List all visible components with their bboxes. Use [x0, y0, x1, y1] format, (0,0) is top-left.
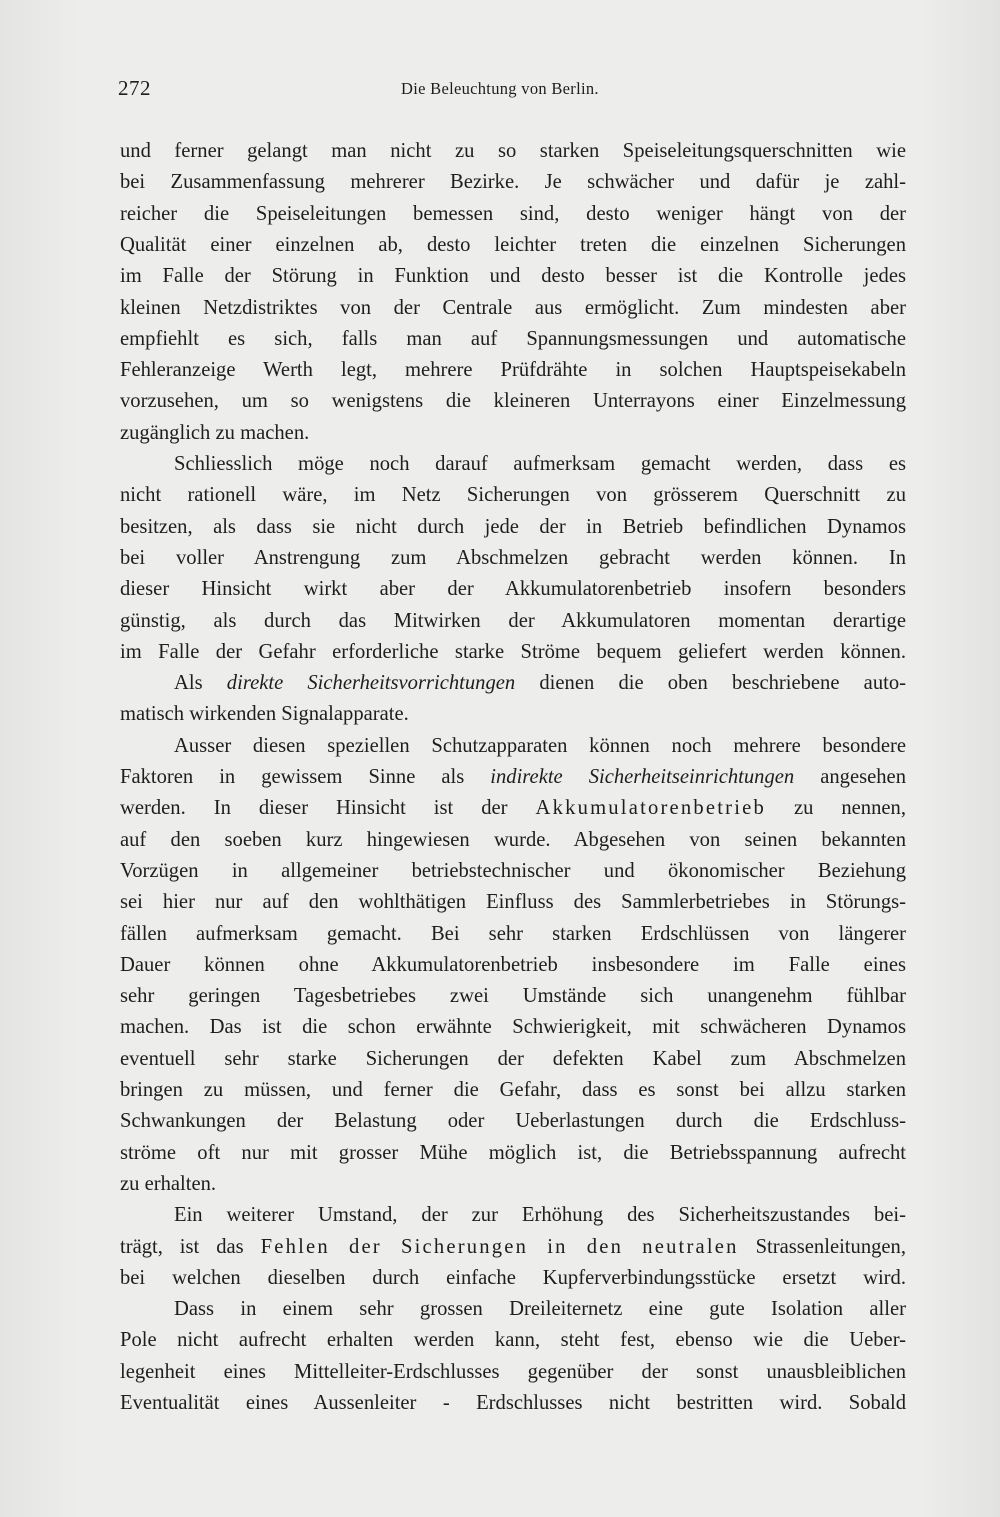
text-line [120, 167, 906, 197]
text-line [120, 825, 906, 855]
text-line [120, 512, 906, 542]
text-line [120, 1357, 906, 1387]
text-run: bei Zusammenfassung mehrerer Bezirke. Je schwächer und dafür je zahl- [120, 171, 906, 194]
text-run: bringen zu müssen, und ferner die Gefahr, dass es sonst bei allzu starken [120, 1079, 906, 1101]
text-line [120, 1012, 906, 1042]
text-run: Dauer können ohne Akkumulatorenbetrieb insbesondere im Falle eines [120, 953, 906, 976]
text-run: bei welchen dieselben durch einfache Kupferverbindungsstücke ersetzt wird. [120, 1266, 906, 1289]
page-number: 272 [118, 76, 151, 100]
text-run: zu nennen, [765, 797, 906, 820]
text-run: Schwankungen der Belastung oder Ueberlastungen durch die Erdschluss- [120, 1110, 906, 1133]
text-run: besitzen, als dass sie nicht durch jede der in Betrieb befindlichen Dynamos [120, 515, 906, 538]
text-line [174, 1200, 906, 1230]
text-run: angesehen [794, 766, 906, 788]
text-run: Als [174, 672, 227, 695]
text-run: Eventualität eines Aussenleiter - Erdschlusses nicht bestritten wird. Sobald [120, 1392, 906, 1414]
text-line [120, 1232, 906, 1262]
text-run: sehr geringen Tagesbetriebes zwei Umstände sich unangenehm fühlbar [120, 985, 906, 1008]
text-run: nicht rationell wäre, im Netz Sicherungen von grösserem Querschnitt zu [120, 484, 906, 507]
text-line [120, 324, 906, 354]
text-line [120, 762, 906, 792]
text-run: dienen die oben beschriebene auto- [515, 672, 906, 695]
text-line [120, 418, 906, 448]
text-line [174, 449, 906, 479]
text-line [120, 981, 906, 1011]
text-line [120, 199, 906, 229]
text-run: zugänglich zu machen. [120, 421, 310, 444]
text-run: Vorzügen in allgemeiner betriebstechnischer und ökonomischer Beziehung [120, 859, 906, 882]
text-run: matisch wirkenden Signalapparate. [120, 703, 409, 726]
text-line [120, 1169, 906, 1199]
italic-phrase: indirekte Sicherheitseinrichtungen [490, 766, 795, 788]
text-line [120, 1388, 906, 1418]
running-head [118, 76, 908, 106]
text-run: vorzusehen, um so wenigstens die kleineren Unterrayons einer Einzelmessung [120, 390, 906, 413]
text-run: Dass in einem sehr grossen Dreileiternetz eine gute Isolation aller [174, 1298, 906, 1321]
text-run: auf den soeben kurz hingewiesen wurde. Abgesehen von seinen bekannten [120, 828, 906, 851]
text-line [174, 731, 906, 761]
text-line [120, 543, 906, 573]
text-run: günstig, als durch das Mitwirken der Akkumulatoren momentan derartige [120, 609, 906, 632]
text-line [120, 480, 906, 510]
text-run: fällen aufmerksam gemacht. Bei sehr starken Erdschlüssen von längerer [120, 922, 906, 945]
text-line [120, 1138, 906, 1168]
spaced-phrase: Fehlen der Sicherungen in den neutralen [260, 1235, 739, 1258]
text-run: eventuell sehr starke Sicherungen der defekten Kabel zum Abschmelzen [120, 1047, 906, 1070]
text-line [120, 950, 906, 980]
text-line [120, 574, 906, 604]
text-run: Qualität einer einzelnen ab, desto leichter treten die einzelnen Sicherungen [120, 233, 906, 256]
text-line [174, 668, 906, 698]
text-run: Fehleranzeige Werth legt, mehrere Prüfdrähte in solchen Hauptspeisekabeln [120, 359, 906, 382]
text-run: werden. In dieser Hinsicht ist der [120, 797, 536, 820]
text-run: bei voller Anstrengung zum Abschmelzen gebracht werden können. In [120, 546, 906, 569]
text-run: Strassenleitungen, [738, 1235, 906, 1258]
text-line [120, 1263, 906, 1293]
text-line [120, 230, 906, 260]
text-line [120, 856, 906, 886]
spaced-phrase: Akkumulatorenbetrieb [535, 797, 766, 820]
text-run: und ferner gelangt man nicht zu so starken Speiseleitungsquerschnitten wie [120, 140, 906, 162]
text-run: Ein weiterer Umstand, der zur Erhöhung des Sicherheitszustandes bei- [174, 1204, 906, 1227]
text-run: Pole nicht aufrecht erhalten werden kann, steht fest, ebenso wie die Ueber- [120, 1329, 906, 1352]
text-line [120, 1106, 906, 1136]
text-run: empfiehlt es sich, falls man auf Spannungsmessungen und automatische [120, 327, 906, 350]
text-line [120, 887, 906, 917]
text-run: sei hier nur auf den wohlthätigen Einfluss des Sammlerbetriebes in Störungs- [120, 891, 906, 914]
text-line [120, 637, 906, 667]
text-line [120, 261, 906, 291]
text-line [120, 293, 906, 323]
text-line [120, 1325, 906, 1355]
text-line [120, 355, 906, 385]
text-run: zu erhalten. [120, 1172, 217, 1195]
italic-phrase: direkte Sicherheitsvorrichtungen [226, 672, 516, 695]
text-line [120, 386, 906, 416]
text-run: kleinen Netzdistriktes von der Centrale aus ermöglicht. Zum mindesten aber [120, 296, 906, 319]
text-line [120, 793, 906, 823]
text-line [120, 1044, 906, 1074]
text-run: Ausser diesen speziellen Schutzapparaten können noch mehrere besondere [174, 734, 906, 757]
text-run: reicher die Speiseleitungen bemessen sind, desto weniger hängt von der [120, 202, 906, 225]
running-title: Die Beleuchtung von Berlin. [401, 79, 599, 98]
text-run: Faktoren in gewissem Sinne als [120, 766, 491, 788]
text-line [120, 1075, 906, 1105]
text-line [120, 136, 906, 166]
text-run: machen. Das ist die schon erwähnte Schwierigkeit, mit schwächeren Dynamos [120, 1016, 906, 1039]
text-line [120, 919, 906, 949]
text-run: legenheit eines Mittelleiter-Erdschlusses gegenüber der sonst unausbleiblichen [120, 1360, 906, 1383]
text-run: ströme oft nur mit grosser Mühe möglich ist, die Betriebsspannung aufrecht [120, 1141, 906, 1164]
text-line [174, 1294, 906, 1324]
text-run: trägt, ist das [120, 1235, 261, 1258]
text-run: im Falle der Störung in Funktion und desto besser ist die Kontrolle jedes [120, 265, 906, 288]
text-run: im Falle der Gefahr erforderliche starke Ströme bequem geliefert werden können. [120, 640, 906, 663]
text-line [120, 699, 906, 729]
text-line [120, 606, 906, 636]
text-run: Schliesslich möge noch darauf aufmerksam gemacht werden, dass es [174, 453, 906, 475]
text-run: dieser Hinsicht wirkt aber der Akkumulatorenbetrieb insofern besonders [120, 578, 906, 601]
